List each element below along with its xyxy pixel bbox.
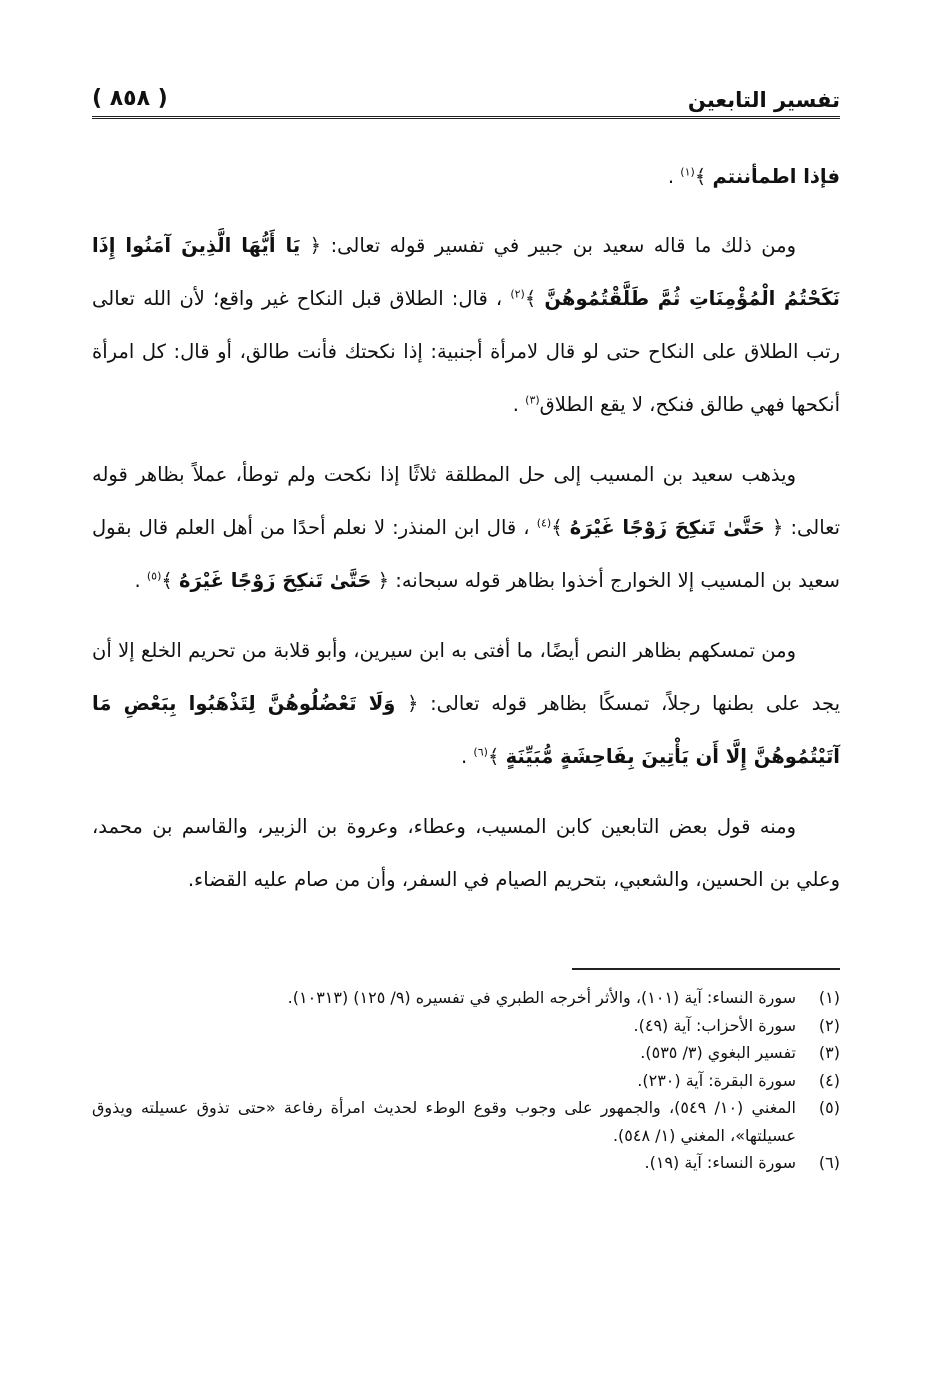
footnote-item [92,1067,840,1095]
quran-quote: ﴿ حَتَّىٰ تَنكِحَ زَوْجًا غَيْرَهُ ﴾ [551,516,784,539]
footnote-text: سورة البقرة: آية (٢٣٠). [637,1070,796,1090]
footnote-text: تفسير البغوي (٣/ ٥٣٥). [640,1043,796,1062]
quote-open-bracket: ﴿ [300,234,322,257]
paragraph-text: ، قال ابن المنذر: لا نعلم أحدًا من أهل العلم قال بقول سعيد بن المسيب إلا الخوارج أخذوا بظاهر قوله سبحانه: [92,516,840,592]
footnote-item [92,1094,840,1149]
quote-close-bracket: ﴾ [694,165,713,188]
footnote-number: (٦) [818,1153,840,1172]
footnote-item [92,1039,840,1067]
quote-open-bracket: ﴿ [395,692,419,715]
quote-close-bracket: ﴾ [161,569,180,592]
paragraph: ويذهب سعيد بن المسيب إلى حل المطلقة ثلاثًا إذا نكحت ولم توطأ، عملاً بظاهر قوله تعالى: ﴿ حَتَّىٰ تَنكِحَ زَوْجًا غَيْرَهُ ﴾$^{(٤)}$ ، قال ابن المنذر: لا نعلم أحدًا من أهل العلم قال بقول سعيد بن المسيب إلا الخوارج أخذوا بظاهر قوله سبحانه: ﴿ حَتَّىٰ تَنكِحَ زَوْجًا غَيْرَهُ ﴾$^{(٥)}$ . [92,463,841,592]
quote-close-bracket: ﴾ [524,287,545,310]
quote-close-bracket: ﴾ [487,745,506,768]
quran-quote: ﴿ حَتَّىٰ تَنكِحَ زَوْجًا غَيْرَهُ ﴾ [161,569,390,592]
footnote-text: المغني (١٠/ ٥٤٩)، والجمهور على وجوب وقوع الوطء لحديث امرأة رفاعة «حتى تذوق عسيلته ويذوق عسيلتها»، المغني (١/ ٥٤٨). [92,1098,796,1145]
footnote-ref: (٥) [146,569,162,583]
footnote-separator [572,968,840,970]
footnote-number: (١) [818,988,840,1007]
quote-open-bracket: ﴿ [371,569,390,592]
paragraph-text: ومنه قول بعض التابعين كابن المسيب، وعطاء، وعروة بن الزبير، والقاسم بن محمد، وعلي بن الحسين، والشعبي، بتحريم الصيام في السفر، وأن من صام عليه القضاء. [92,815,840,891]
quote-close-bracket: ﴾ [551,516,570,539]
footnote-number: (٤) [818,1070,840,1090]
footnote-ref: (٢) [510,287,525,301]
footnote-item [92,984,840,1012]
footnote-ref: (٦) [473,745,488,759]
paragraph-continuation: فإذا اطمأننتم ﴾$^{(١)}$ . [667,165,840,188]
footnote-number: (٢) [818,1015,840,1035]
footnote-ref: (٣) [525,393,540,407]
paragraph-text: ومن ذلك ما قاله سعيد بن جبير في تفسير قوله تعالى: [330,234,796,257]
footnote-ref: (١) [680,165,695,179]
footnote-text: سورة النساء: آية (١٠١)، والأثر أخرجه الطبري في تفسيره (٩/ ١٢٥) (١٠٣١٣). [287,988,796,1007]
quote-open-bracket: ﴿ [764,516,784,539]
footnotes [92,984,840,1177]
book-title: تفسير التابعين [687,88,840,112]
paragraph-text: ومن تمسكهم بظاهر النص أيضًا، ما أفتى به ابن سيرين، وأبو قلابة من تحريم الخلع إلا أن يجد على بطنها رجلاً، تمسكًا بظاهر قوله تعالى: [92,639,841,715]
quran-quote: فإذا اطمأننتم ﴾ [694,165,840,188]
main-text [92,150,840,923]
page-number: ( ٨٥٨ ) [92,86,168,111]
page-header [92,86,840,119]
footnote-item [92,1012,840,1040]
footnote-text: سورة الأحزاب: آية (٤٩). [633,1015,796,1035]
footnote-number: (٣) [818,1043,840,1062]
paragraph-text: ، قال: الطلاق قبل النكاح غير واقع؛ لأن الله تعالى رتب الطلاق على النكاح حتى لو قال لامرأة أجنبية: إذا نكحتك فأنت طالق، أو قال: كل امرأة أنكحها فهي طالق فنكح، لا يقع الطلاق [92,287,840,416]
quran-quote: ﴿ يَا أَيُّهَا الَّذِينَ آمَنُوا إِذَا نَكَحْتُمُ الْمُؤْمِنَاتِ ثُمَّ طَلَّقْتُمُوهُنَّ ﴾ [92,234,841,310]
paragraph: ومن ذلك ما قاله سعيد بن جبير في تفسير قوله تعالى: ﴿ يَا أَيُّهَا الَّذِينَ آمَنُوا إِذَا نَكَحْتُمُ الْمُؤْمِنَاتِ ثُمَّ طَلَّقْتُمُوهُنَّ ﴾$^{(٢)}$ ، قال: الطلاق قبل النكاح غير واقع؛ لأن الله تعالى رتب الطلاق على النكاح حتى لو قال لامرأة أجنبية: إذا نكحتك فأنت طالق، أو قال: كل امرأة أنكحها فهي طالق فنكح، لا يقع الطلاق$^{(٣)}$ . [92,234,841,416]
footnote-text: سورة النساء: آية (١٩). [644,1153,796,1172]
footnote-number: (٥) [818,1098,840,1117]
footnote-ref: (٤) [536,516,552,530]
paragraph: ومن تمسكهم بظاهر النص أيضًا، ما أفتى به ابن سيرين، وأبو قلابة من تحريم الخلع إلا أن يجد على بطنها رجلاً، تمسكًا بظاهر قوله تعالى: ﴿ وَلَا تَعْضُلُوهُنَّ لِتَذْهَبُوا بِبَعْضِ مَا آتَيْتُمُوهُنَّ إِلَّا أَن يَأْتِينَ بِفَاحِشَةٍ مُّبَيِّنَةٍ ﴾$^{(٦)}$ . [92,639,841,768]
footnote-item [92,1149,840,1177]
paragraph [92,800,840,906]
paragraph-text: ويذهب سعيد بن المسيب إلى حل المطلقة ثلاثًا إذا نكحت ولم توطأ، عملاً بظاهر قوله تعالى: [92,463,841,539]
quran-quote: ﴿ وَلَا تَعْضُلُوهُنَّ لِتَذْهَبُوا بِبَعْضِ مَا آتَيْتُمُوهُنَّ إِلَّا أَن يَأْتِينَ بِفَاحِشَةٍ مُّبَيِّنَةٍ ﴾ [92,692,840,768]
